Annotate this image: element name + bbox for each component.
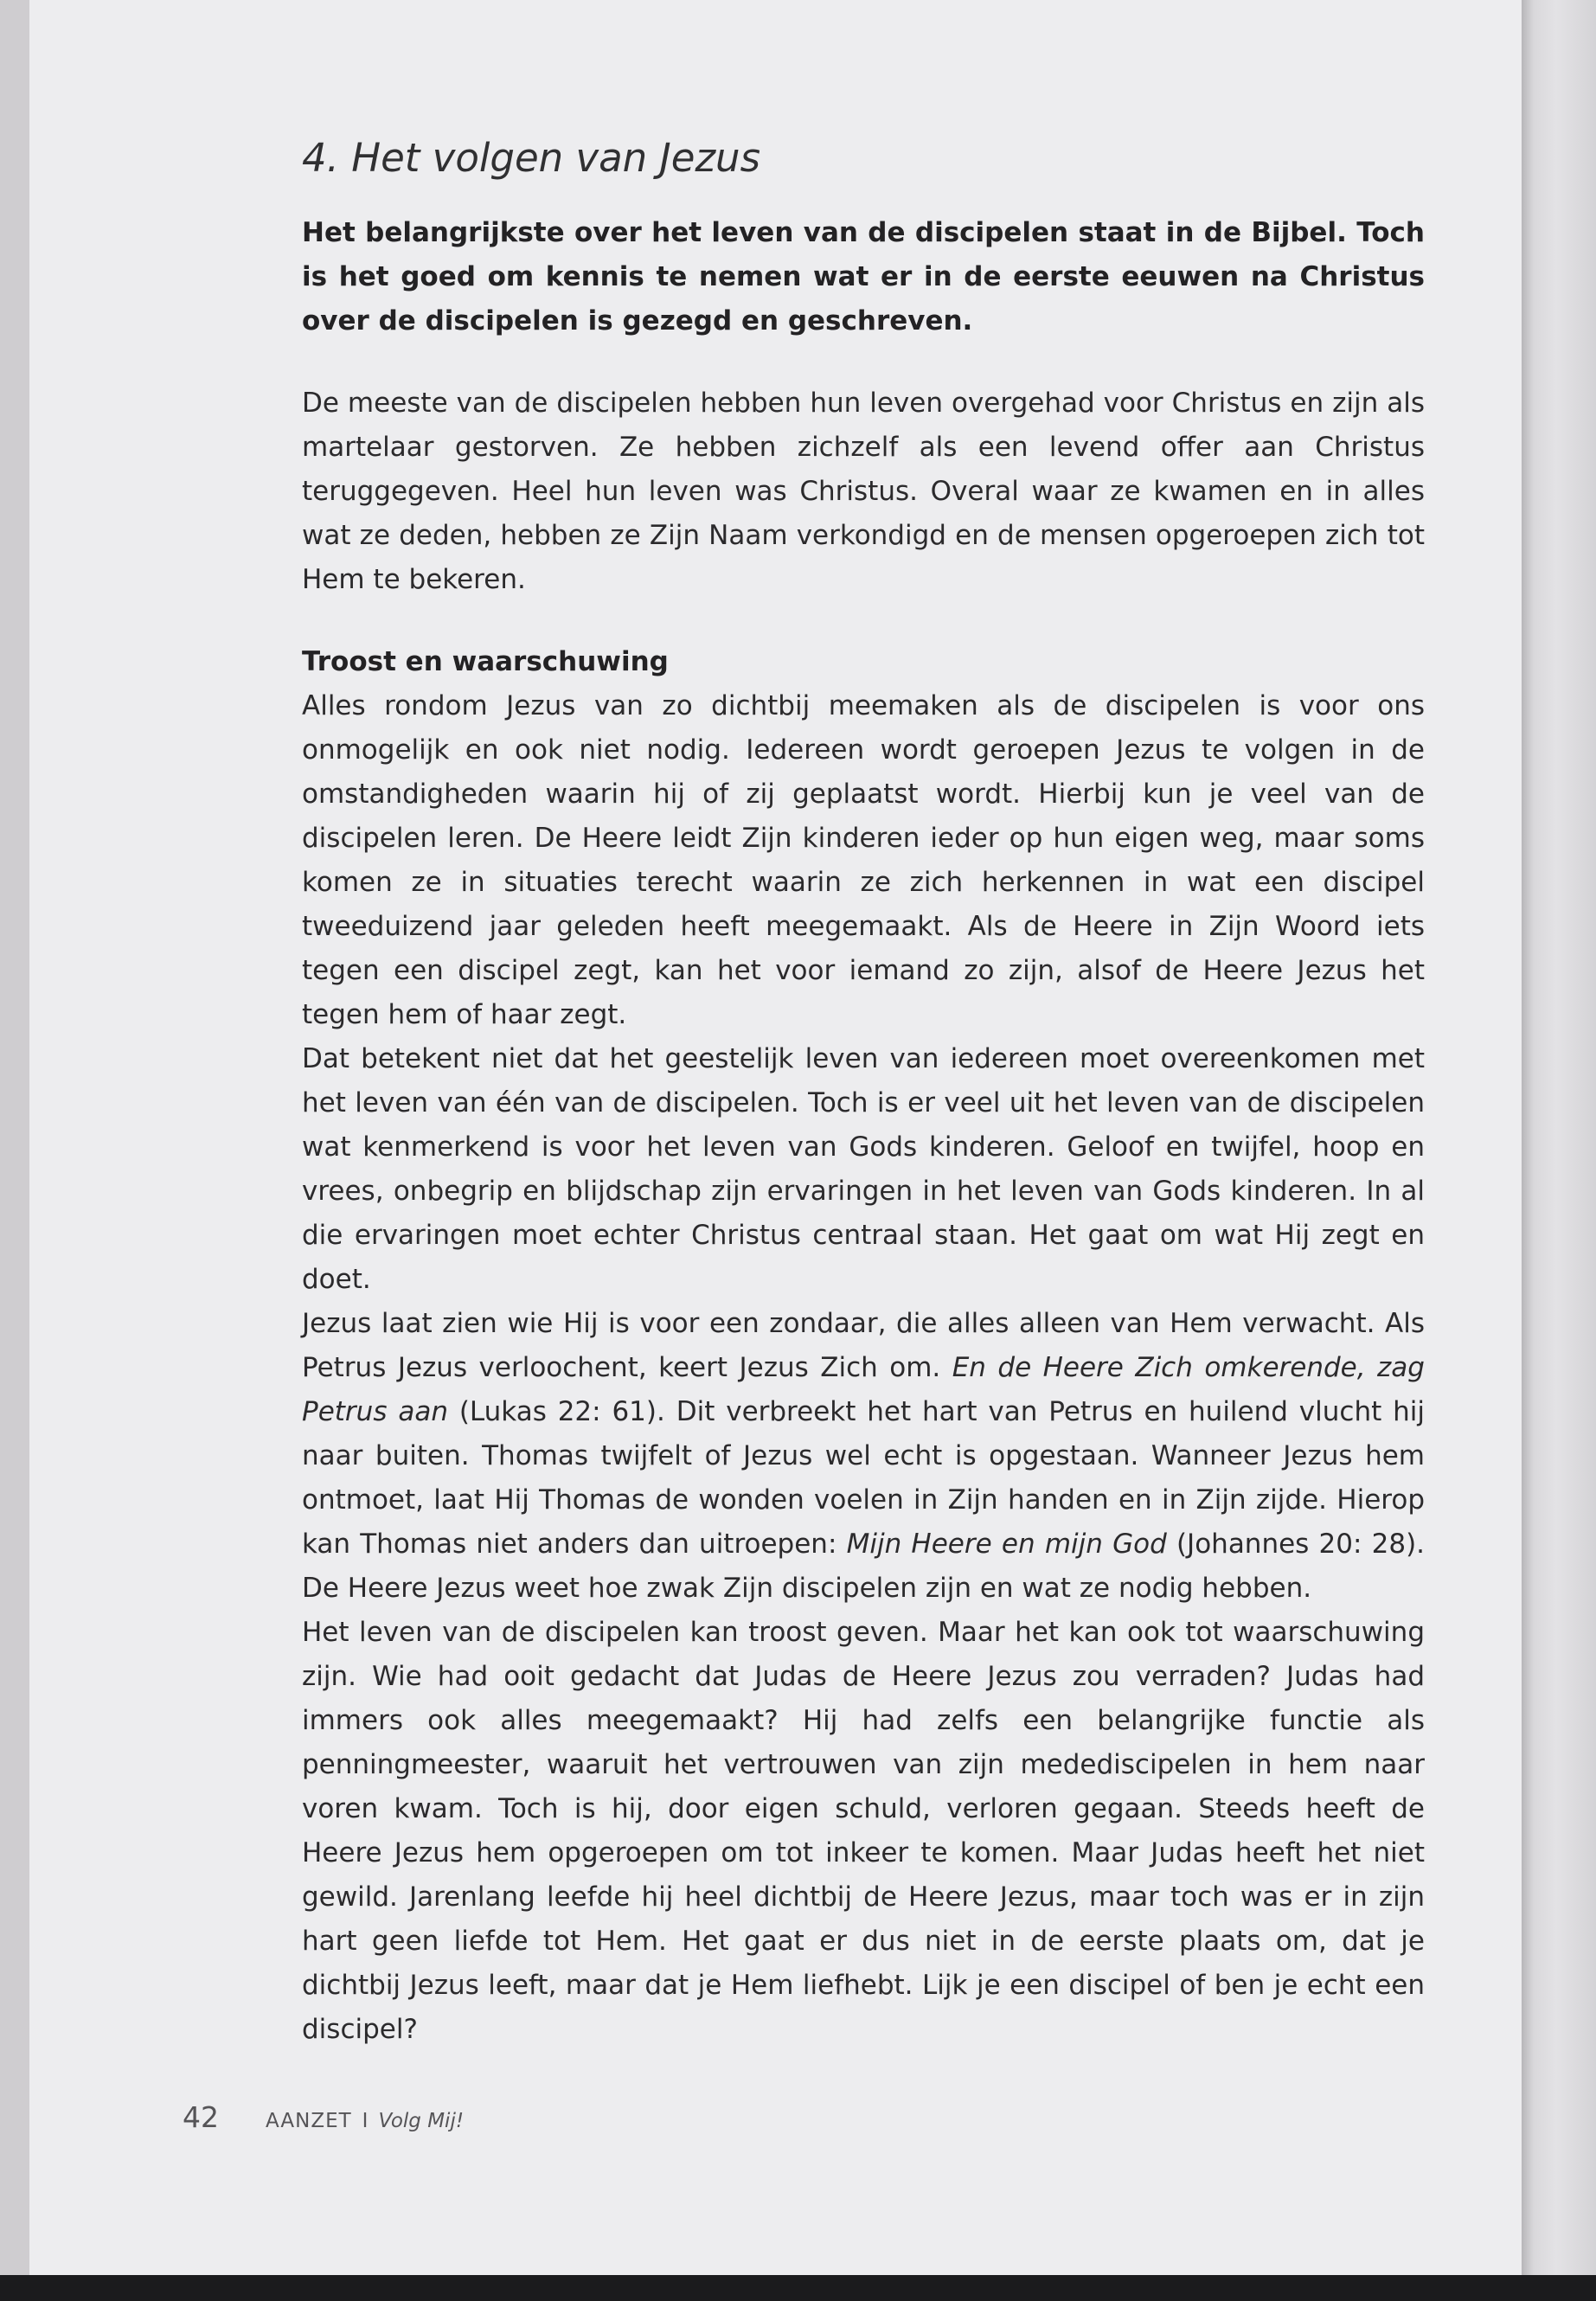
bible-quote-johannes: Mijn Heere en mijn God (846, 1529, 1167, 1560)
adjacent-page-edge (1522, 0, 1596, 2275)
paragraph-4-text-c: (Johannes 20: 28). De Heere Jezus weet hoe zwak Zijn discipelen zijn en wat ze nodig hebben. (302, 1529, 1426, 1604)
body-paragraph-5: Het leven van de discipelen kan troost geven. Maar het kan ook tot waarschuwing zijn. Wie had ooit gedacht dat Judas de Heere Jezus zou verraden? Judas had immers ook alles meegemaakt? Hij had zelfs een belangrijke functie als penningmeester, waaruit het vertrouwen van zijn medediscipelen in hem naar voren kwam. Toch is hij, door eigen schuld, verloren gegaan. Steeds heeft de Heere Jezus hem opgeroepen om tot inkeer te komen. Maar Judas heeft het niet gewild. Jarenlang leefde hij heel dichtbij de Heere Jezus, maar toch was er in zijn hart geen liefde tot Hem. Het gaat er dus niet in de eerste plaats om, dat je dichtbij Jezus leeft, maar dat je Hem liefhebt. Lijk je een discipel of ben je echt een discipel? (302, 1617, 1425, 2045)
page-left-edge (0, 0, 29, 2301)
paragraph-4-text-b: (Lukas 22: 61). Dit verbreekt het hart van Petrus en huilend vlucht hij naar buiten. Thomas twijfelt of Jezus wel echt is opgestaan. Wanneer Jezus hem ontmoet, laat Hij Thomas de wonden voelen in Zijn handen en in Zijn zijde. Hierop kan Thomas niet anders dan uitroepen: (302, 1396, 1425, 1560)
body-paragraph-2: Alles rondom Jezus van zo dichtbij meemaken als de discipelen is voor ons onmogelijk en ook niet nodig. Iedereen wordt geroepen Jezus te volgen in de omstandigheden waarin hij of zij geplaatst wordt. Hierbij kun je veel van de discipelen leren. De Heere leidt Zijn kinderen ieder op hun eigen weg, maar soms komen ze in situaties terecht waarin ze zich herkennen in wat een discipel tweeduizend jaar geleden heeft meegemaakt. Als de Heere in Zijn Woord iets tegen een discipel zegt, kan het voor iemand zo zijn, alsof de Heere Jezus het tegen hem of haar zegt. (302, 690, 1425, 1030)
body-paragraph-4 (302, 1302, 1425, 1611)
body-paragraph-3: Dat betekent niet dat het geestelijk leven van iedereen moet overeenkomen met het leven van één van de discipelen. Toch is er veel uit het leven van de discipelen wat kenmerkend is voor het leven van Gods kinderen. Geloof en twijfel, hoop en vrees, onbegrip en blijdschap zijn ervaringen in het leven van Gods kinderen. In al die ervaringen moet echter Christus centraal staan. Het gaat om wat Hij zegt en doet. (302, 1043, 1425, 1295)
body-paragraph-1: De meeste van de discipelen hebben hun leven overgehad voor Christus en zijn als martelaar gestorven. Ze hebben zichzelf als een levend offer aan Christus teruggegeven. Heel hun leven was Christus. Overal waar ze kwamen en in alles wat ze deden, hebben ze Zijn Naam verkondigd en de mensen opgeroepen zich tot Hem te bekeren. (302, 388, 1425, 595)
footer-series-title: AANZET (266, 2110, 352, 2132)
footer-separator: I (362, 2110, 369, 2132)
intro-paragraph: Het belangrijkste over het leven van de discipelen staat in de Bijbel. Toch is het goed om kennis te nemen wat er in de eerste eeuwen na Christus over de discipelen is gezegd en geschreven. (302, 217, 1425, 336)
page-content (302, 130, 1425, 2052)
footer-book-subtitle: Volg Mij! (378, 2110, 465, 2132)
chapter-title: 4. Het volgen van Jezus (302, 135, 761, 181)
page-number: 42 (183, 2100, 219, 2134)
page-footer (183, 2100, 464, 2144)
section-title: Troost en waarschuwing (302, 646, 669, 677)
paragraph-4-text-a: Jezus laat zien wie Hij is voor een zondaar, die alles alleen van Hem verwacht. Als Petrus Jezus verloochent, keert Jezus Zich om. (302, 1308, 1425, 1383)
bible-quote-lukas: En de Heere Zich omkerende, zag Petrus aan (302, 1352, 1425, 1427)
page-bottom-shadow (0, 2275, 1596, 2301)
